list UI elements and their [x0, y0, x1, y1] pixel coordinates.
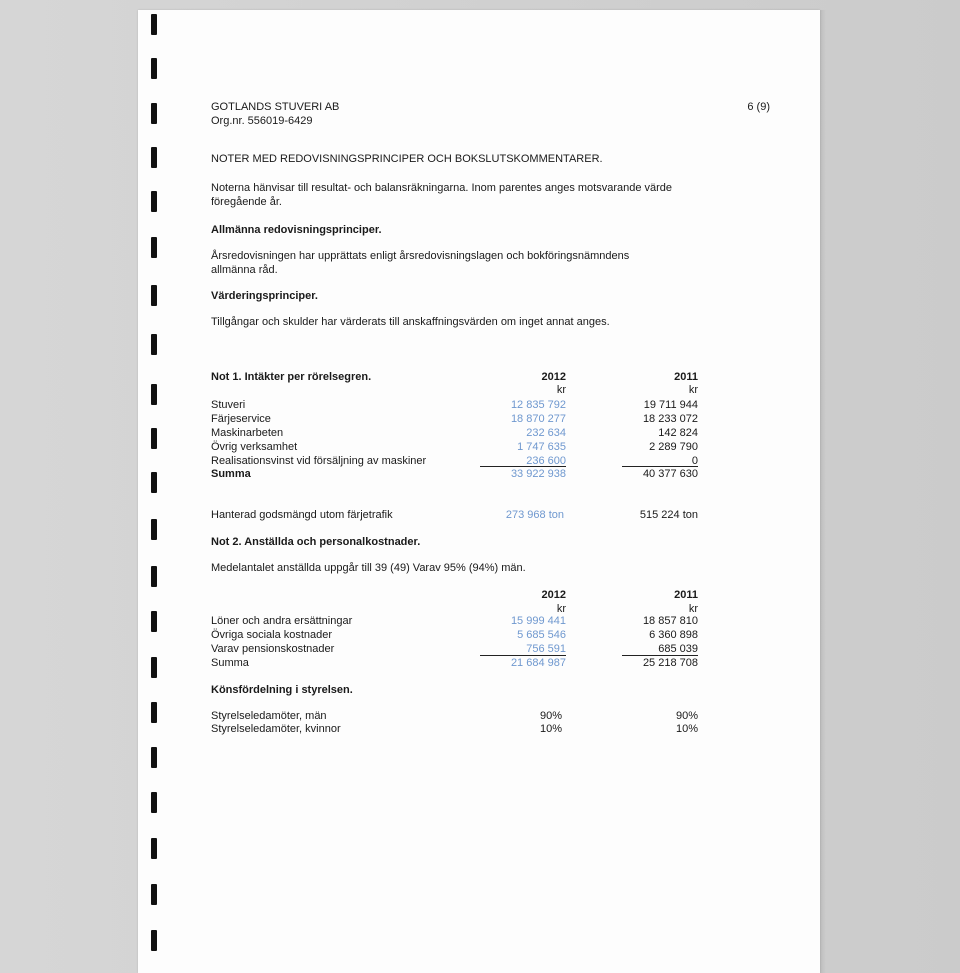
table-row-previous: 2 289 790 [649, 441, 698, 453]
binding-hole [151, 428, 157, 449]
table-row-current: 10% [539, 723, 562, 735]
binding-hole [151, 884, 157, 905]
table-row-current: 90% [539, 710, 562, 722]
table-row-current: 232 634 [526, 427, 566, 439]
note2-total-current: 21 684 987 [510, 657, 566, 669]
intro-line-2: föregående år. [211, 196, 282, 208]
binding-hole [151, 237, 157, 258]
binding-hole [151, 566, 157, 587]
binding-hole [151, 611, 157, 632]
table-row-previous: 19 711 944 [643, 399, 698, 411]
table-row-previous: 6 360 898 [649, 629, 698, 641]
binding-hole [151, 384, 157, 405]
gender-heading: Könsfördelning i styrelsen. [211, 684, 353, 696]
table-row-label: Varav pensionskostnader [211, 643, 335, 655]
binding-hole [151, 14, 157, 35]
note2-unit-previous: kr [688, 603, 698, 615]
binding-hole [151, 103, 157, 124]
note2-total-label: Summa [211, 657, 249, 669]
org-number: Org.nr. 556019-6429 [211, 115, 313, 127]
company-name: GOTLANDS STUVERI AB [211, 101, 340, 113]
note2-heading: Not 2. Anställda och personalkostnader. [211, 536, 421, 548]
table-row-previous: 142 824 [658, 427, 698, 439]
valuation-principles-text: Tillgångar och skulder har värderats till anskaffningsvärden om inget annat anges. [211, 316, 610, 328]
table-row-label: Övriga sociala kostnader [211, 629, 333, 641]
binding-hole [151, 747, 157, 768]
note2-unit-current: kr [556, 603, 566, 615]
binding-hole [151, 702, 157, 723]
note2-year-previous: 2011 [674, 589, 698, 601]
note1-unit-previous: kr [688, 384, 698, 396]
binding-hole [151, 191, 157, 212]
table-row-previous: 0 [691, 455, 698, 467]
table-row-previous: 18 233 072 [642, 413, 698, 425]
accounting-principles-line-2: allmänna råd. [211, 264, 278, 276]
note1-total-label: Summa [211, 468, 251, 480]
binding-hole [151, 147, 157, 168]
binding-hole [151, 334, 157, 355]
binding-hole [151, 657, 157, 678]
accounting-principles-heading: Allmänna redovisningsprinciper. [211, 224, 382, 236]
note1-heading: Not 1. Intäkter per rörelsegren. [211, 371, 372, 383]
page-number: 6 (9) [747, 101, 770, 113]
binding-hole [151, 838, 157, 859]
goods-current: 273 968 ton [505, 509, 564, 521]
table-row-label: Styrelseledamöter, män [211, 710, 327, 722]
table-row-label: Övrig verksamhet [211, 441, 298, 453]
binding-hole [151, 792, 157, 813]
table-row-current: 12 835 792 [510, 399, 566, 411]
binding-hole [151, 472, 157, 493]
table-row-current: 236 600 [526, 455, 566, 467]
table-row-label: Styrelseledamöter, kvinnor [211, 723, 341, 735]
table-row-previous: 90% [675, 710, 698, 722]
note1-total-current: 33 922 938 [510, 468, 566, 480]
table-row-current: 1 747 635 [517, 441, 566, 453]
binding-hole [151, 519, 157, 540]
table-row-label: Realisationsvinst vid försäljning av maskiner [211, 455, 427, 467]
notes-title: NOTER MED REDOVISNINGSPRINCIPER OCH BOKSLUTSKOMMENTARER. [211, 153, 603, 165]
binding-hole [151, 58, 157, 79]
table-row-current: 756 591 [526, 643, 566, 655]
accounting-principles-line-1: Årsredovisningen har upprättats enligt årsredovisningslagen och bokföringsnämndens [211, 250, 630, 262]
table-row-label: Löner och andra ersättningar [211, 615, 353, 627]
binding-hole [151, 930, 157, 951]
table-row-current: 15 999 441 [510, 615, 566, 627]
table-row-previous: 685 039 [658, 643, 698, 655]
binding-hole [151, 285, 157, 306]
note2-total-previous: 25 218 708 [642, 657, 698, 669]
table-row-label: Maskinarbeten [211, 427, 284, 439]
table-row-current: 5 685 546 [517, 629, 566, 641]
note1-year-previous: 2011 [674, 371, 698, 383]
page-edge-shadow [820, 10, 826, 973]
note1-unit-current: kr [556, 384, 566, 396]
goods-label: Hanterad godsmängd utom färjetrafik [211, 509, 393, 521]
note2-year-current: 2012 [541, 589, 566, 601]
note1-total-previous: 40 377 630 [642, 468, 698, 480]
intro-line-1: Noterna hänvisar till resultat- och balansräkningarna. Inom parentes anges motsvarande värde [211, 182, 673, 194]
employees-text: Medelantalet anställda uppgår till 39 (49) Varav 95% (94%) män. [211, 562, 526, 574]
table-row-label: Färjeservice [211, 413, 271, 425]
goods-previous: 515 224 ton [639, 509, 698, 521]
table-row-current: 18 870 277 [510, 413, 566, 425]
valuation-principles-heading: Värderingsprinciper. [211, 290, 318, 302]
table-row-label: Stuveri [211, 399, 246, 411]
table-row-previous: 18 857 810 [642, 615, 698, 627]
note1-year-current: 2012 [541, 371, 566, 383]
table-row-previous: 10% [675, 723, 698, 735]
